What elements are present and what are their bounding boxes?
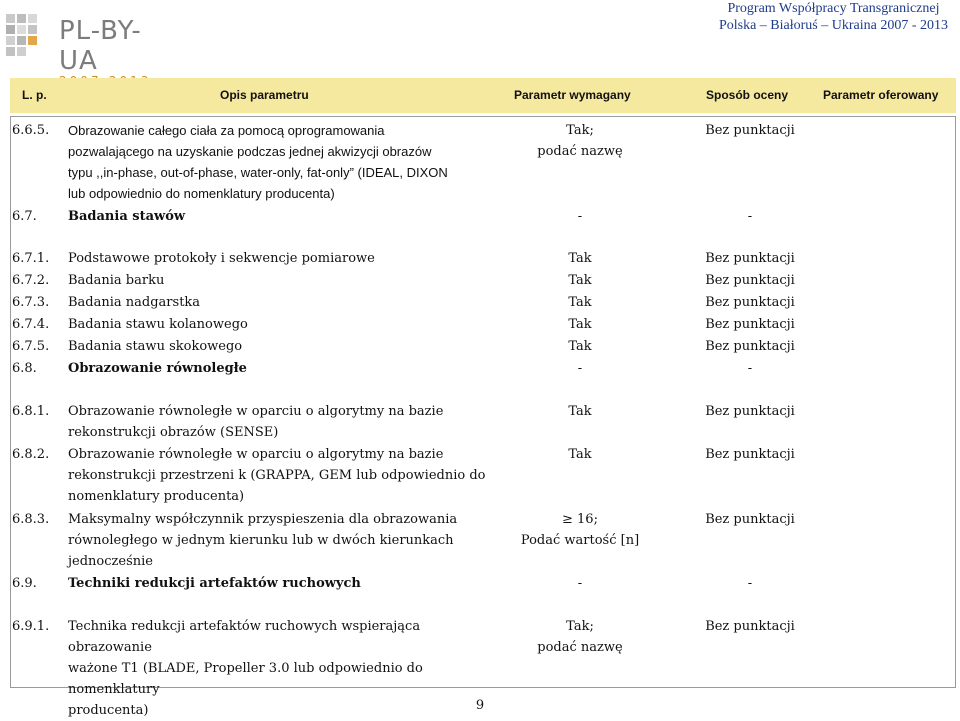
row-scoring: Bez punktacji: [705, 447, 795, 462]
program-line-1: Program Współpracy Transgranicznej: [727, 1, 940, 16]
row-number: 6.7.5.: [12, 339, 50, 354]
row-scoring: Bez punktacji: [705, 339, 795, 354]
row-description: Technika redukcji artefaktów ruchowych wspierająca obrazowanie ważone T1 (BLADE, Propeller 3.0 lub odpowiednio do nomenklatury producenta): [68, 619, 423, 718]
row-number: 6.9.1.: [12, 619, 50, 634]
row-required-value: Tak: [568, 317, 592, 332]
row-description: Badania stawów: [68, 209, 186, 224]
row-scoring: Bez punktacji: [705, 512, 795, 527]
column-header-required: Parametr wymagany: [514, 88, 631, 102]
row-number: 6.7.: [12, 209, 37, 224]
row-description: Badania nadgarstka: [68, 295, 201, 310]
row-description: Badania barku: [68, 273, 165, 288]
row-required-value: -: [577, 576, 583, 591]
row-required-value: Tak; podać nazwę: [537, 619, 623, 655]
row-scoring: Bez punktacji: [705, 404, 795, 419]
table-column-headers: [10, 78, 956, 113]
column-header-offered: Parametr oferowany: [823, 88, 939, 102]
row-scoring: Bez punktacji: [705, 251, 795, 266]
row-scoring: Bez punktacji: [705, 273, 795, 288]
row-number: 6.8.1.: [12, 404, 50, 419]
row-description: Badania stawu skokowego: [68, 339, 243, 354]
row-description: Obrazowanie równoległe: [68, 361, 247, 376]
row-number: 6.7.4.: [12, 317, 50, 332]
row-scoring: Bez punktacji: [705, 123, 795, 138]
program-logo: [4, 10, 154, 76]
logo-title: PL-BY-UA: [59, 16, 142, 76]
column-header-description: Opis parametru: [220, 88, 309, 102]
row-number: 6.8.3.: [12, 512, 50, 527]
program-line-2: Polska – Białoruś – Ukraina 2007 - 2013: [718, 18, 948, 33]
row-required-value: Tak: [568, 251, 592, 266]
row-number: 6.7.2.: [12, 273, 50, 288]
row-required-value: Tak: [568, 404, 592, 419]
row-description: Obrazowanie równoległe w oparciu o algorytmy na bazie rekonstrukcji obrazów (SENSE): [68, 404, 444, 440]
page-number: 9: [475, 698, 485, 713]
row-required-value: -: [577, 209, 583, 224]
row-number: 6.9.: [12, 576, 37, 591]
row-number: 6.6.5.: [12, 123, 50, 138]
column-header-scoring: Sposób oceny: [706, 88, 789, 102]
row-description: Obrazowanie równoległe w oparciu o algorytmy na bazie rekonstrukcji przestrzeni k (GRAPPA, GEM lub odpowiednio do nomenklatury producenta): [68, 447, 486, 504]
row-scoring: Bez punktacji: [705, 317, 795, 332]
row-number: 6.8.2.: [12, 447, 50, 462]
row-scoring: Bez punktacji: [705, 295, 795, 310]
row-scoring: Bez punktacji: [705, 619, 795, 634]
page-header: [0, 0, 960, 76]
row-required-value: ≥ 16; Podać wartość [n]: [520, 512, 640, 548]
row-required-value: Tak: [568, 295, 592, 310]
row-scoring: -: [747, 209, 753, 224]
row-number: 6.7.3.: [12, 295, 50, 310]
row-required-value: Tak; podać nazwę: [537, 123, 623, 159]
row-required-value: Tak: [568, 273, 592, 288]
row-description: Badania stawu kolanowego: [68, 317, 248, 332]
row-description: Maksymalny współczynnik przyspieszenia dla obrazowania równoległego w jednym kierunku lub w dwóch kierunkach jednocześnie: [68, 512, 458, 569]
row-number: 6.8.: [12, 361, 37, 376]
row-required-value: Tak: [568, 339, 592, 354]
row-number: 6.7.1.: [12, 251, 50, 266]
program-title: [719, 0, 948, 34]
row-scoring: -: [747, 576, 753, 591]
row-scoring: -: [747, 361, 753, 376]
logo-squares-icon: [4, 10, 54, 60]
row-description: Techniki redukcji artefaktów ruchowych: [68, 576, 361, 591]
row-required-value: Tak: [568, 447, 592, 462]
row-required-value: -: [577, 361, 583, 376]
row-description: Podstawowe protokoły i sekwencje pomiarowe: [68, 251, 375, 266]
row-description: Obrazowanie całego ciała za pomocą oprogramowania pozwalającego na uzyskanie podczas jednej akwizycji obrazów typu ,,in-phase, out-of-phase, water-only, fat-only” (IDEAL, DIXON lub odpowiednio do nomenklatury producenta): [68, 123, 448, 201]
column-header-lp: L. p.: [22, 88, 47, 102]
